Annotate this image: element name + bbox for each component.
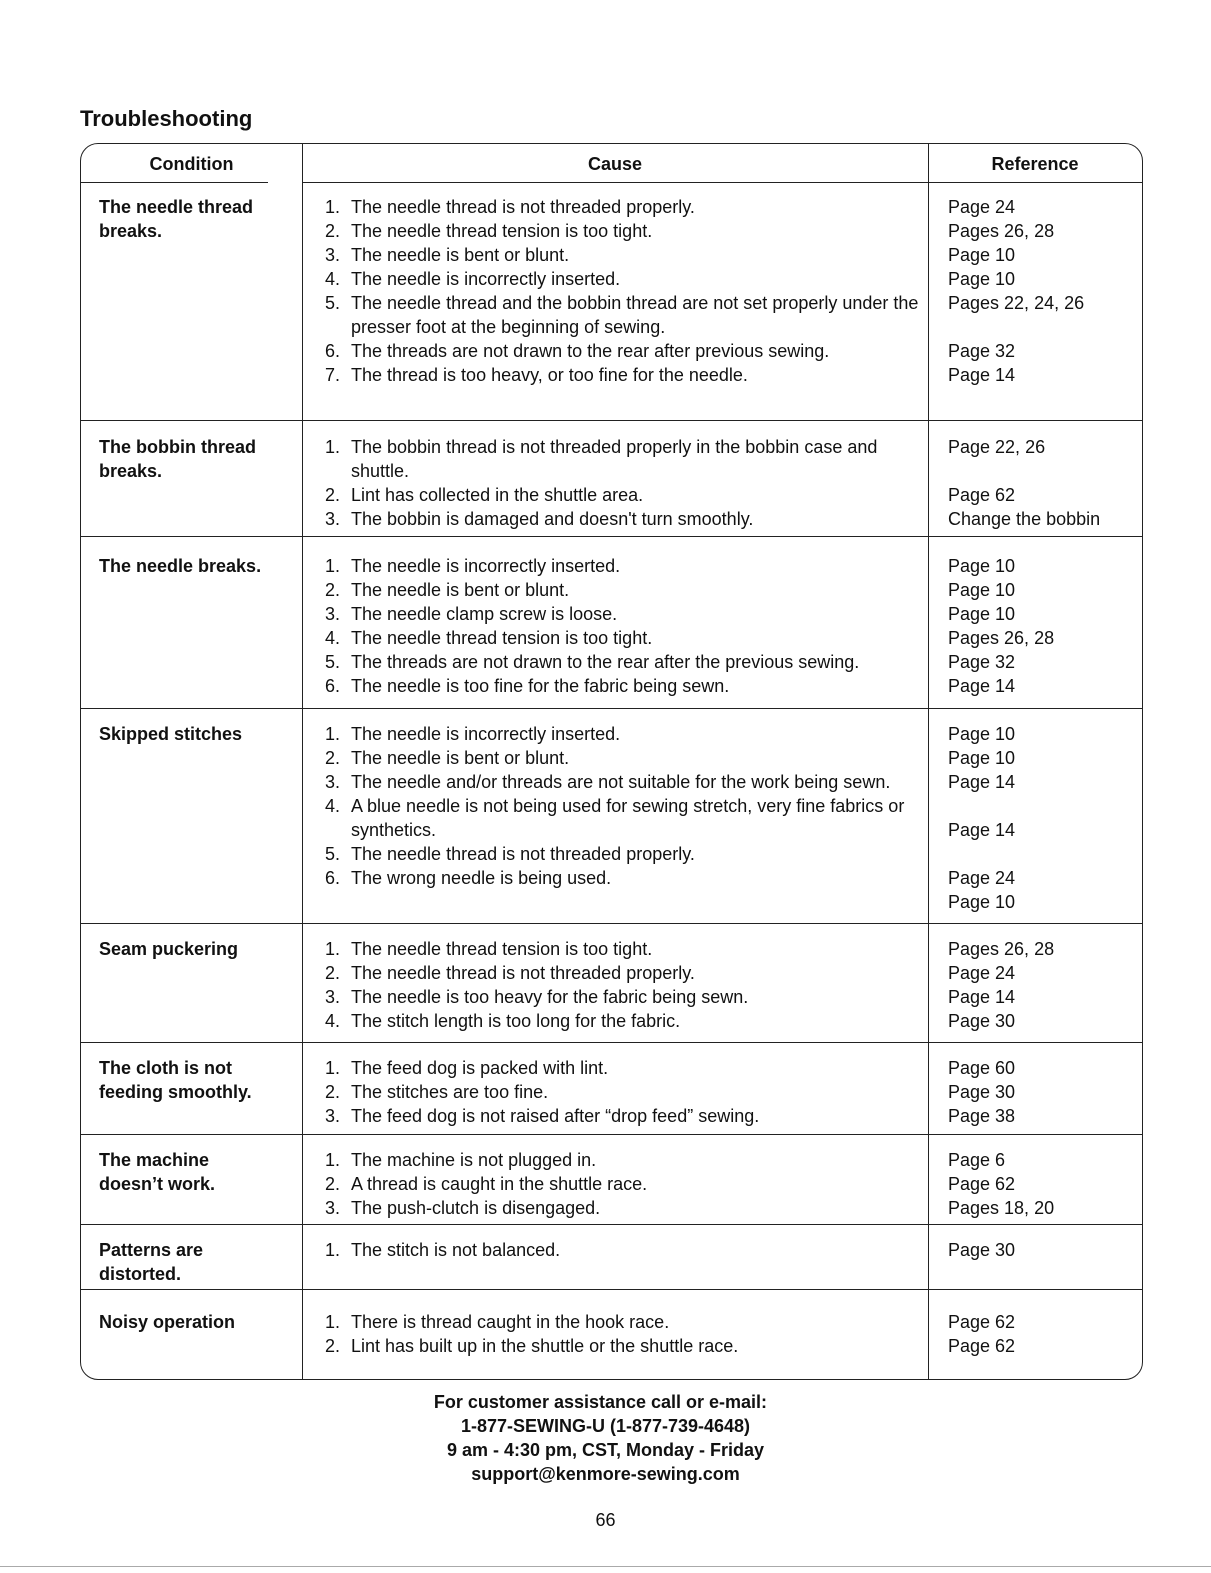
cause-number: 3. bbox=[325, 1106, 341, 1126]
cause-item bbox=[325, 1172, 935, 1196]
page-title: Troubleshooting bbox=[80, 106, 253, 131]
condition-cell: Seam puckering bbox=[99, 939, 239, 959]
reference-page: Pages 22, 24, 26 bbox=[948, 293, 1085, 313]
cause-number: 2. bbox=[325, 963, 341, 983]
cause-number: 4. bbox=[325, 628, 341, 648]
cause-number: 6. bbox=[325, 676, 341, 696]
header-condition: Condition bbox=[149, 154, 234, 174]
reference-cell bbox=[948, 1056, 1138, 1128]
reference-page: Page 62 bbox=[948, 1312, 1016, 1332]
row-separator bbox=[81, 1224, 1142, 1225]
cause-text: A thread is caught in the shuttle race. bbox=[351, 1174, 648, 1194]
cause-text: The stitch length is too long for the fabric. bbox=[351, 1011, 681, 1031]
cause-text: The needle clamp screw is loose. bbox=[351, 604, 618, 624]
reference-page: Page 32 bbox=[948, 341, 1016, 361]
cause-item bbox=[325, 842, 935, 866]
cause-item bbox=[325, 483, 935, 507]
cause-text: The wrong needle is being used. bbox=[351, 868, 612, 888]
cause-text: The machine is not plugged in. bbox=[351, 1150, 597, 1170]
cause-number: 4. bbox=[325, 796, 341, 816]
cause-item bbox=[325, 985, 935, 1009]
cause-cell bbox=[325, 1056, 935, 1128]
assistance-hours: 9 am - 4:30 pm, CST, Monday - Friday bbox=[446, 1440, 765, 1460]
cause-number: 2. bbox=[325, 748, 341, 768]
cause-cell bbox=[325, 554, 935, 698]
reference-page: Page 14 bbox=[948, 676, 1016, 696]
cause-number: 1. bbox=[325, 197, 341, 217]
reference-page: Page 10 bbox=[948, 245, 1016, 265]
condition-cell: The cloth is not feeding smoothly. bbox=[99, 1058, 252, 1102]
reference-page: Page 32 bbox=[948, 652, 1016, 672]
cause-text: There is thread caught in the hook race. bbox=[351, 1312, 670, 1332]
customer-assistance bbox=[0, 1390, 1211, 1486]
cause-text: The threads are not drawn to the rear after previous sewing. bbox=[351, 341, 830, 361]
cause-item bbox=[325, 363, 935, 387]
reference-page: Page 14 bbox=[948, 820, 1016, 840]
cause-number: 1. bbox=[325, 1312, 341, 1332]
cause-item bbox=[325, 1238, 935, 1262]
row-separator bbox=[81, 1042, 1142, 1043]
cause-text: The bobbin is damaged and doesn't turn smoothly. bbox=[351, 509, 754, 529]
cause-item bbox=[325, 507, 935, 531]
cause-item bbox=[325, 195, 935, 219]
cause-item bbox=[325, 219, 935, 243]
cause-cell bbox=[325, 195, 935, 387]
reference-cell bbox=[948, 722, 1138, 914]
reference-page: Pages 18, 20 bbox=[948, 1198, 1055, 1218]
cause-item bbox=[325, 1148, 935, 1172]
cause-text: The needle thread tension is too tight. bbox=[351, 221, 653, 241]
cause-text: The thread is too heavy, or too fine for the needle. bbox=[351, 365, 748, 385]
reference-page: Page 62 bbox=[948, 485, 1016, 505]
reference-page: Page 6 bbox=[948, 1150, 1006, 1170]
cause-text: The needle is too heavy for the fabric being sewn. bbox=[351, 987, 749, 1007]
row-separator bbox=[81, 420, 1142, 421]
assistance-email: support@kenmore-sewing.com bbox=[471, 1464, 740, 1484]
reference-page: Page 22, 26 bbox=[948, 437, 1046, 457]
cause-cell bbox=[325, 937, 935, 1033]
cause-text: Lint has built up in the shuttle or the shuttle race. bbox=[351, 1336, 739, 1356]
header-reference: Reference bbox=[991, 154, 1079, 174]
cause-number: 7. bbox=[325, 365, 341, 385]
reference-page: Page 10 bbox=[948, 556, 1016, 576]
cause-text: The stitches are too fine. bbox=[351, 1082, 549, 1102]
reference-page: Page 30 bbox=[948, 1240, 1016, 1260]
cause-item bbox=[325, 1310, 935, 1334]
cause-cell bbox=[325, 1310, 935, 1358]
reference-cell bbox=[948, 1238, 1138, 1262]
cause-number: 6. bbox=[325, 868, 341, 888]
cause-item bbox=[325, 937, 935, 961]
troubleshooting-table bbox=[80, 143, 1143, 1380]
reference-page: Pages 26, 28 bbox=[948, 939, 1055, 959]
cause-item bbox=[325, 722, 935, 746]
cause-item bbox=[325, 339, 935, 363]
cause-number: 1. bbox=[325, 1240, 341, 1260]
cause-item bbox=[325, 674, 935, 698]
cause-number: 5. bbox=[325, 293, 341, 313]
cause-text: The needle is bent or blunt. bbox=[351, 245, 570, 265]
page-number: 66 bbox=[595, 1510, 616, 1530]
reference-cell bbox=[948, 1310, 1138, 1358]
reference-cell bbox=[948, 435, 1138, 531]
cause-item bbox=[325, 578, 935, 602]
cause-text: The threads are not drawn to the rear after the previous sewing. bbox=[351, 652, 860, 672]
cause-text: The needle and/or threads are not suitable for the work being sewn. bbox=[351, 772, 891, 792]
cause-number: 3. bbox=[325, 509, 341, 529]
reference-page: Page 10 bbox=[948, 269, 1016, 289]
cause-text: Lint has collected in the shuttle area. bbox=[351, 485, 644, 505]
cause-number: 3. bbox=[325, 1198, 341, 1218]
cause-number: 2. bbox=[325, 1336, 341, 1356]
row-separator bbox=[81, 923, 1142, 924]
cause-item bbox=[325, 1334, 935, 1358]
condition-cell: Patterns are distorted. bbox=[99, 1240, 204, 1284]
cause-item bbox=[325, 770, 935, 794]
reference-page: Page 10 bbox=[948, 892, 1016, 912]
cause-number: 3. bbox=[325, 772, 341, 792]
cause-number: 3. bbox=[325, 245, 341, 265]
cause-item bbox=[325, 961, 935, 985]
reference-page: Page 10 bbox=[948, 604, 1016, 624]
condition-cell: Noisy operation bbox=[99, 1312, 236, 1332]
cause-text: The feed dog is not raised after “drop feed” sewing. bbox=[351, 1106, 760, 1126]
column-divider bbox=[302, 144, 303, 1379]
cause-text: The needle is incorrectly inserted. bbox=[351, 724, 621, 744]
cause-text: The needle thread is not threaded properly. bbox=[351, 963, 695, 983]
condition-cell: The needle breaks. bbox=[99, 556, 262, 576]
reference-page: Page 30 bbox=[948, 1011, 1016, 1031]
cause-number: 5. bbox=[325, 652, 341, 672]
cause-item bbox=[325, 794, 935, 842]
cause-text: The needle is too fine for the fabric being sewn. bbox=[351, 676, 730, 696]
cause-item bbox=[325, 866, 935, 890]
bottom-rule bbox=[0, 1566, 1211, 1567]
condition-cell: The bobbin thread breaks. bbox=[99, 437, 256, 481]
header-cause: Cause bbox=[587, 154, 643, 174]
reference-page: Page 24 bbox=[948, 197, 1016, 217]
cause-item bbox=[325, 746, 935, 770]
cause-text: The feed dog is packed with lint. bbox=[351, 1058, 609, 1078]
cause-item bbox=[325, 650, 935, 674]
reference-cell bbox=[948, 195, 1138, 387]
cause-text: The needle is incorrectly inserted. bbox=[351, 556, 621, 576]
cause-text: The needle is bent or blunt. bbox=[351, 748, 570, 768]
reference-page: Page 14 bbox=[948, 987, 1016, 1007]
cause-number: 3. bbox=[325, 604, 341, 624]
reference-page: Pages 26, 28 bbox=[948, 628, 1055, 648]
assistance-heading: For customer assistance call or e-mail: bbox=[433, 1392, 768, 1412]
cause-text: The needle thread tension is too tight. bbox=[351, 939, 653, 959]
cause-number: 2. bbox=[325, 1082, 341, 1102]
assistance-phone: 1-877-SEWING-U (1-877-739-4648) bbox=[460, 1416, 751, 1436]
cause-cell bbox=[325, 1148, 935, 1220]
header-rule bbox=[302, 182, 1142, 183]
cause-item bbox=[325, 1104, 935, 1128]
reference-page: Change the bobbin bbox=[948, 509, 1101, 529]
reference-page: Page 10 bbox=[948, 724, 1016, 744]
reference-page: Page 62 bbox=[948, 1336, 1016, 1356]
cause-item bbox=[325, 267, 935, 291]
header-rule bbox=[81, 182, 268, 183]
cause-item bbox=[325, 435, 935, 483]
reference-page: Page 24 bbox=[948, 868, 1016, 888]
reference-page: Pages 26, 28 bbox=[948, 221, 1055, 241]
cause-text: The needle thread tension is too tight. bbox=[351, 628, 653, 648]
reference-page: Page 62 bbox=[948, 1174, 1016, 1194]
condition-cell: Skipped stitches bbox=[99, 724, 243, 744]
cause-item bbox=[325, 1196, 935, 1220]
cause-text: The bobbin thread is not threaded properly in the bobbin case and shuttle. bbox=[351, 437, 878, 481]
cause-number: 1. bbox=[325, 1150, 341, 1170]
reference-page: Page 24 bbox=[948, 963, 1016, 983]
cause-text: The needle thread and the bobbin thread are not set properly under the presser foot at the beginning of sewing. bbox=[351, 293, 919, 337]
reference-page: Page 14 bbox=[948, 772, 1016, 792]
cause-number: 1. bbox=[325, 1058, 341, 1078]
cause-text: A blue needle is not being used for sewing stretch, very fine fabrics or synthetics. bbox=[351, 796, 905, 840]
condition-cell: The needle thread breaks. bbox=[99, 197, 254, 241]
cause-text: The push-clutch is disengaged. bbox=[351, 1198, 601, 1218]
cause-item bbox=[325, 1009, 935, 1033]
reference-page: Page 14 bbox=[948, 365, 1016, 385]
cause-item bbox=[325, 243, 935, 267]
cause-number: 1. bbox=[325, 437, 341, 457]
cause-number: 4. bbox=[325, 1011, 341, 1031]
reference-cell bbox=[948, 554, 1138, 698]
cause-number: 2. bbox=[325, 485, 341, 505]
cause-number: 3. bbox=[325, 987, 341, 1007]
cause-number: 1. bbox=[325, 556, 341, 576]
cause-item bbox=[325, 602, 935, 626]
cause-item bbox=[325, 554, 935, 578]
reference-cell bbox=[948, 937, 1138, 1033]
cause-number: 2. bbox=[325, 580, 341, 600]
reference-page: Page 60 bbox=[948, 1058, 1016, 1078]
row-separator bbox=[81, 1289, 1142, 1290]
cause-number: 2. bbox=[325, 1174, 341, 1194]
row-separator bbox=[81, 1134, 1142, 1135]
cause-number: 5. bbox=[325, 844, 341, 864]
cause-text: The needle thread is not threaded properly. bbox=[351, 844, 695, 864]
reference-cell bbox=[948, 1148, 1138, 1220]
reference-page: Page 10 bbox=[948, 748, 1016, 768]
cause-number: 1. bbox=[325, 724, 341, 744]
cause-item bbox=[325, 1080, 935, 1104]
cause-number: 4. bbox=[325, 269, 341, 289]
cause-number: 2. bbox=[325, 221, 341, 241]
cause-item bbox=[325, 626, 935, 650]
cause-text: The needle thread is not threaded properly. bbox=[351, 197, 695, 217]
cause-number: 6. bbox=[325, 341, 341, 361]
row-separator bbox=[81, 708, 1142, 709]
condition-cell: The machine doesn’t work. bbox=[99, 1150, 216, 1194]
row-separator bbox=[81, 536, 1142, 537]
cause-number: 1. bbox=[325, 939, 341, 959]
cause-item bbox=[325, 1056, 935, 1080]
cause-cell bbox=[325, 1238, 935, 1262]
cause-cell bbox=[325, 722, 935, 890]
cause-cell bbox=[325, 435, 935, 531]
reference-page: Page 30 bbox=[948, 1082, 1016, 1102]
reference-page: Page 10 bbox=[948, 580, 1016, 600]
cause-text: The needle is bent or blunt. bbox=[351, 580, 570, 600]
reference-page: Page 38 bbox=[948, 1106, 1016, 1126]
cause-item bbox=[325, 291, 935, 339]
cause-text: The stitch is not balanced. bbox=[351, 1240, 561, 1260]
cause-text: The needle is incorrectly inserted. bbox=[351, 269, 621, 289]
